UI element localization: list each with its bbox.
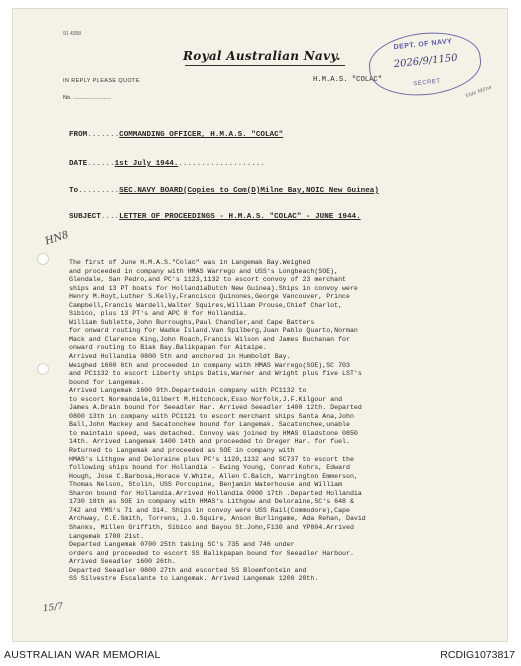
archive-id: RCDIG1073817: [440, 649, 515, 661]
document-sheet: [12, 8, 508, 642]
no-label: No. .........................: [63, 95, 112, 101]
body-line: Arrived Hollandia 0800 5th and anchored in Humboldt Bay.: [69, 353, 291, 361]
body-line: Shanks, Millen Griffith, Sibico and Bayou St.John,F130 and YP804.Arrived: [69, 523, 354, 531]
date-line: DATE......1st July 1944....................: [69, 160, 265, 168]
stamp-file-number: 2026/9/1150: [393, 52, 459, 71]
body-line: Sibico, plus 13 PT's and APC 8 for Hollandia.: [69, 310, 248, 318]
body-line: Glendale, San Pedro,and PC's 1123,1132 to escort convoy of 23 merchant: [69, 276, 346, 284]
body-line: 1730 18th as SOE in company with HMAS's Lithgow and Deloraine,SC's 648 &: [69, 498, 354, 506]
archive-footer: [0, 644, 521, 666]
body-line: SS Silvestre Escalante to Langemak. Arrived Langemak 1200 28th.: [69, 575, 319, 583]
stamp-handwritten-note: Vide Milne: [464, 84, 493, 100]
from-line: FROM.......COMMANDING OFFICER, H.M.A.S. "COLAC": [69, 131, 284, 139]
body-line: Hough, Jose C.Barbosa,Horace V.White, Allen C.Balch, Warrington Emmerson,: [69, 472, 358, 480]
body-line: The first of June H.M.A.S."Colac" was in Langemak Bay.Weighed: [69, 259, 311, 266]
body-line: Departed Langemak 0700 25th taking SC's 735 and 746 under: [69, 541, 295, 549]
body-line: Sharon bound for Hollandia.Arrived Hollandia 0900 17th .Departed Hollandia: [69, 489, 362, 497]
body-line: Henry M.Hoyt,Luther S.Kelly,Francisco Quinones,George Vancouver, Prince: [69, 293, 350, 301]
body-line: 0800 13th in company with PC1121 to escort merchant ships Santa Ana,John: [69, 412, 354, 420]
body-line: Departed Seeadler 0800 27th and escorted SS Bloemfontein and: [69, 566, 307, 574]
body-line: Campbell,Francis Wardell,Walter Squires,William Prouse,Chief Charlot,: [69, 301, 343, 309]
reply-quote-label: IN REPLY PLEASE QUOTE: [63, 78, 140, 84]
reference-number: 91 4358: [63, 31, 82, 37]
body-line: ships and 13 PT boats for HollandiaDutch New Guinea).Ships in convoy were: [69, 284, 358, 292]
stamp-dept: DEPT. OF NAVY: [393, 38, 453, 52]
body-line: Archway, C.E.Smith, Torrens, J.G.Squire, Anson Burlingame, Ada Rehan, David: [69, 515, 366, 523]
body-line: William Sublette,John Burroughs,Paul Chandler,and Cape Batters: [69, 318, 315, 326]
body-line: 742 and YMS's 71 and 314. Ships in convoy were USS Rail(Commodore),Cape: [69, 506, 350, 514]
body-line: to maintain speed, was detached. Convoy was joined by HMAS Gladstone 0850: [69, 429, 358, 437]
subject-value: LETTER OF PROCEEDINGS - H.M.A.S. "COLAC" - JUNE 1944.: [119, 213, 361, 221]
subject-line: SUBJECT....LETTER OF PROCEEDINGS - H.M.A.S. "COLAC" - JUNE 1944.: [69, 213, 361, 221]
body-line: onward routing to Biak Bay.Balikpapan for Aitaipe.: [69, 344, 267, 352]
body-line: Mack and Clarence King,John Roach,Francis Wilson and James Buchanan for: [69, 335, 350, 343]
body-line: Arrived Seeadler 1600 26th.: [69, 558, 176, 566]
body-line: Arrived Langemak 1600 9th.Departedoin company with PC1132 to: [69, 387, 307, 395]
to-value: SEC.NAVY BOARD(Copies to Com(D)Milne Bay,NOIC New Guinea): [119, 187, 379, 195]
date-value: 1st July 1944.: [114, 160, 179, 168]
title-underline: [185, 65, 345, 66]
from-value: COMMANDING OFFICER, H.M.A.S. "COLAC": [119, 131, 284, 139]
body-line: 14th. Arrived Langemak 1400 14th and proceeded to Dreger Har. for fuel.: [69, 438, 350, 446]
archive-name: AUSTRALIAN WAR MEMORIAL: [4, 649, 161, 661]
body-line: following ships bound for Hollandia - Ewing Young, Conrad Kohrs, Edward: [69, 464, 350, 472]
body-line: Weighed 1600 6th and proceeded in company with HMAS Warrego(SOE),SC 703: [69, 361, 350, 369]
letterhead-title: Royal Australian Navy.: [183, 49, 341, 63]
body-line: Ball,John Mackey and Sacatonchee bound for Langemak. Sacatonchee,unable: [69, 421, 350, 429]
punch-hole-bottom: [37, 363, 49, 375]
ship-name: H.M.A.S. "COLAC": [313, 76, 383, 84]
body-line: Langemak 1700 21st.: [69, 532, 145, 540]
letter-body: [69, 259, 509, 584]
punch-hole-top: [37, 253, 49, 265]
body-line: and proceeded in company with HMAS Warrego and USS's Longbeach(SOE),: [69, 267, 339, 275]
body-line: to escort Normandale,Gilbert M.Hitchcock,Esso Norfolk,J.F.Kilgour and: [69, 395, 343, 403]
stamp-classification: SECRET: [413, 78, 441, 88]
body-line: Thomas Nelson, Stolin, USS Porcupine, Benjamin Waterhouse and William: [69, 481, 343, 489]
body-line: James A.Drain bound for Seeadler Har. Arrived Seeadler 1400 12th. Departed: [69, 404, 362, 412]
body-line: bound for Langemak.: [69, 378, 145, 386]
body-line: and PC1132 to escort Liberty ships Datis,Warner and Wright plus five LST's: [69, 370, 362, 378]
navy-department-stamp: [366, 27, 484, 100]
body-line: orders and proceeded to escort SS Balikpapan bound for Seeadler Harbour.: [69, 549, 354, 557]
body-line: for onward routing for Wadke Island.Van Spilberg,Juan Pablo Quarto,Norman: [69, 327, 358, 335]
to-line: To.........SEC.NAVY BOARD(Copies to Com(D)Milne Bay,NOIC New Guinea): [69, 187, 379, 195]
margin-handwritten-note: HN8: [43, 229, 70, 248]
corner-handwritten-note: 15/7: [42, 601, 64, 615]
body-line: Returned to Langemak and proceeded as SOE in company with: [69, 447, 295, 455]
body-line: HMAS's Lithgow and Deloraine plus PC's 1120,1132 and SC737 to escort the: [69, 455, 354, 463]
